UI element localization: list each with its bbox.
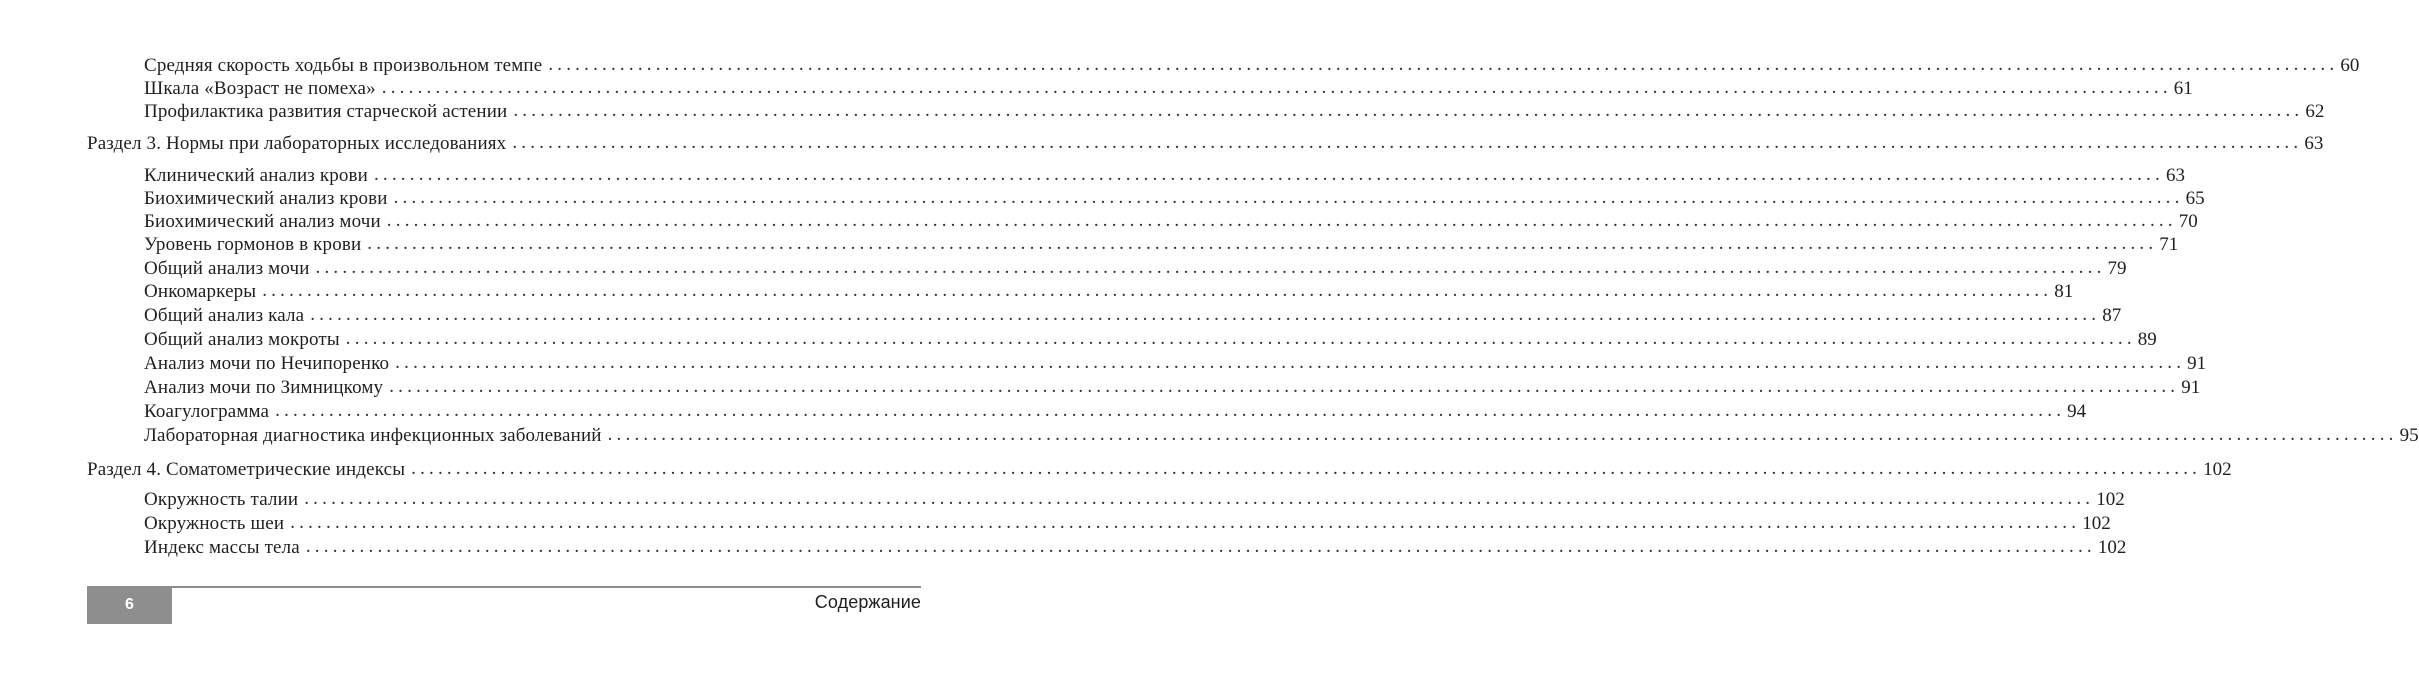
toc-entry-title: Окружность шеи [144,513,285,534]
dot-leader: ........................................................................................................................................................................................................ [367,233,2158,254]
footer-page-box [87,586,172,624]
toc-entry-title: Общий анализ кала [144,305,305,326]
dot-leader: ........................................................................................................................................................................................................ [607,424,2398,445]
toc-entry [144,488,2125,512]
toc-entry [144,100,2325,124]
toc-entry-title: Клинический анализ крови [144,165,368,186]
toc-entry-page: 62 [2305,101,2325,122]
dot-leader: ........................................................................................................................................................................................................ [373,164,2164,185]
toc-entry [144,328,2157,352]
toc-entry [144,233,2179,257]
toc-entry [144,400,2087,424]
dot-leader: ........................................................................................................................................................................................................ [310,304,2101,325]
toc-section-title: Раздел 4. Соматометрические индексы [87,459,406,480]
dot-leader: ........................................................................................................................................................................................................ [512,132,2303,153]
toc-entry-page: 91 [2181,377,2201,398]
dot-leader: ........................................................................................................................................................................................................ [304,488,2095,509]
toc-entry-title: Биохимический анализ крови [144,188,388,209]
toc-entry-title: Окружность талии [144,489,299,510]
toc-entry-page: 61 [2173,78,2193,99]
dot-leader: ........................................................................................................................................................................................................ [290,512,2081,533]
dot-leader: ........................................................................................................................................................................................................ [513,100,2304,121]
toc-entry-page: 81 [2054,281,2074,302]
toc-entry-title: Индекс массы тела [144,537,300,558]
toc-entry [144,536,2127,560]
toc-entry-page: 89 [2137,329,2157,350]
toc-entry [144,210,2198,234]
toc-entry-page: 70 [2178,211,2198,232]
dot-leader: ........................................................................................................................................................................................................ [411,458,2202,479]
page-number: 6 [125,596,134,613]
dot-leader: ........................................................................................................................................................................................................ [389,376,2180,397]
toc-entry-page: 60 [2340,55,2360,76]
toc-entry [144,77,2193,101]
footer-divider [87,586,921,588]
toc-entry-title: Шкала «Возраст не помеха» [144,78,376,99]
toc-entry-title: Средняя скорость ходьбы в произвольном темпе [144,55,543,76]
toc-entry-page: 63 [2165,165,2185,186]
toc-entry-page: 71 [2159,234,2179,255]
toc-entry [144,164,2185,188]
toc-entry [144,257,2127,281]
dot-leader: ........................................................................................................................................................................................................ [395,352,2186,373]
toc-entry-title: Анализ мочи по Зимницкому [144,377,384,398]
toc-entry-page: 102 [2203,459,2232,480]
toc-section-entry [87,132,2324,156]
toc-entry [144,352,2207,376]
toc-entry-title: Коагулограмма [144,401,270,422]
toc-entry [144,54,2360,78]
toc-entry [144,187,2205,211]
toc-entry-page: 65 [2185,188,2205,209]
toc-entry-page: 102 [2082,513,2111,534]
toc-entry-page: 102 [2096,489,2125,510]
dot-leader: ........................................................................................................................................................................................................ [315,257,2106,278]
toc-entry-title: Анализ мочи по Нечипоренко [144,353,390,374]
toc-entry-title: Общий анализ мокроты [144,329,340,350]
dot-leader: ........................................................................................................................................................................................................ [393,187,2184,208]
toc-entry-page: 63 [2304,133,2324,154]
toc-entry [144,376,2201,400]
dot-leader: ........................................................................................................................................................................................................ [262,280,2053,301]
toc-entry [144,280,2074,304]
toc-entry-title: Лабораторная диагностика инфекционных заболеваний [144,425,602,446]
dot-leader: ........................................................................................................................................................................................................ [305,536,2096,557]
toc-entry-title: Онкомаркеры [144,281,257,302]
dot-leader: ........................................................................................................................................................................................................ [548,54,2339,75]
toc-entry-title: Общий анализ мочи [144,258,310,279]
toc-entry-page: 91 [2187,353,2207,374]
toc-entry-page: 102 [2097,537,2127,558]
toc-entry-page: 94 [2067,401,2087,422]
toc-section-entry [87,458,2232,482]
dot-leader: ........................................................................................................................................................................................................ [381,77,2172,98]
toc-entry [144,304,2122,328]
toc-entry-title: Биохимический анализ мочи [144,211,381,232]
toc-entry-title: Профилактика развития старческой астении [144,101,508,122]
running-footer-title: Содержание [814,592,921,612]
toc-entry-page: 79 [2107,258,2127,279]
toc-entry-page: 95 [2399,425,2419,446]
dot-leader: ........................................................................................................................................................................................................ [386,210,2177,231]
toc-entry-page: 87 [2102,305,2122,326]
dot-leader: ........................................................................................................................................................................................................ [275,400,2066,421]
toc-section-title: Раздел 3. Нормы при лабораторных исследованиях [87,133,507,154]
toc-entry-title: Уровень гормонов в крови [144,234,362,255]
toc-entry [144,424,2419,448]
toc-entry [144,512,2111,536]
dot-leader: ........................................................................................................................................................................................................ [345,328,2136,349]
